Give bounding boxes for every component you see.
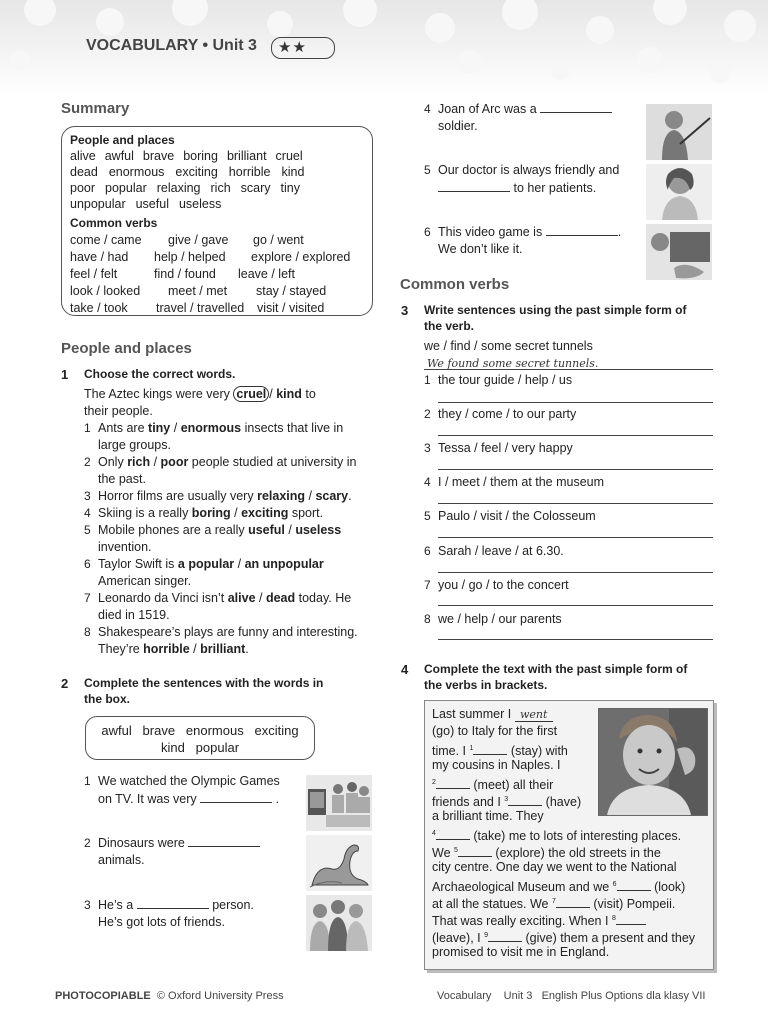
summary-word: scary xyxy=(240,181,271,195)
exercise-2-instruction-l2: the box. xyxy=(84,692,131,706)
story-text: a brilliant time. They xyxy=(432,809,544,823)
item-continuation: large groups. xyxy=(98,438,171,452)
exercise-4-instruction: Complete the text with the past simple form of xyxy=(424,662,688,676)
summary-people-row xyxy=(70,196,221,213)
option-a[interactable]: relaxing xyxy=(257,489,306,503)
item-text: Sarah / leave / at 6.30. xyxy=(438,544,564,558)
story-text: We xyxy=(432,846,451,861)
gap-number: 9 xyxy=(484,932,489,939)
gap-number: 5 xyxy=(454,847,458,854)
summary-verbs-col1 xyxy=(70,232,142,317)
item-number: 1 xyxy=(84,774,91,788)
summary-verb: feel / felt xyxy=(70,267,118,281)
summary-word: enormous xyxy=(108,165,165,179)
example-text: to xyxy=(301,387,316,401)
option-sep: / xyxy=(234,557,245,571)
exercise-3-example-answer: We found some secret tunnels. xyxy=(427,357,599,370)
item-text: Horror films are usually very xyxy=(98,489,258,503)
item-text: Our doctor is always friendly and xyxy=(438,163,620,177)
ex3-item xyxy=(424,577,569,594)
summary-word: dead xyxy=(70,165,98,179)
answer-blank[interactable] xyxy=(508,793,542,806)
summary-verb: visit / visited xyxy=(257,301,325,315)
item-number: 7 xyxy=(424,578,431,592)
answer-blank[interactable] xyxy=(556,895,590,908)
item-text: you / go / to the concert xyxy=(438,578,569,592)
exercise-1-items xyxy=(84,420,374,658)
story-text: (visit) Pompeii. xyxy=(593,897,676,912)
item-text: . xyxy=(245,642,249,656)
summary-word: useless xyxy=(178,197,222,211)
page-title: VOCABULARY • Unit 3 xyxy=(86,37,257,54)
doctor-illustration xyxy=(646,164,712,220)
answer-line[interactable] xyxy=(438,537,713,538)
exercise-item xyxy=(84,590,374,607)
item-text: We don’t like it. xyxy=(438,242,523,256)
exercise-4-instruction-l2: the verbs in brackets. xyxy=(424,678,548,692)
item-number: 8 xyxy=(424,612,431,626)
option-a[interactable]: a popular xyxy=(177,557,235,571)
item-text: sport. xyxy=(288,506,324,520)
answer-blank[interactable] xyxy=(540,100,612,113)
item-continuation: American singer. xyxy=(98,574,192,588)
gap-number: 4 xyxy=(432,830,436,837)
option-a[interactable]: boring xyxy=(191,506,231,520)
item-text: Ants are xyxy=(98,421,149,435)
summary-box xyxy=(61,126,373,316)
exercise-2-item xyxy=(84,773,280,808)
exercise-3-number: 3 xyxy=(401,303,409,318)
people-places-heading: People and places xyxy=(61,340,192,357)
item-text: Only xyxy=(98,455,128,469)
item-number: 5 xyxy=(424,163,431,177)
common-verbs-heading: Common verbs xyxy=(400,276,510,293)
answer-blank[interactable] xyxy=(137,896,209,909)
item-number: 5 xyxy=(424,509,431,523)
item-text: They’re xyxy=(98,642,144,656)
item-text: . xyxy=(348,489,352,503)
answer-line[interactable] xyxy=(438,435,713,436)
dinosaur-illustration xyxy=(306,835,372,891)
item-text: We watched the Olympic Games xyxy=(98,774,280,788)
option-a[interactable]: horrible xyxy=(143,642,190,656)
summary-word: alive xyxy=(70,149,96,163)
summary-word: popular xyxy=(105,181,147,195)
option-a[interactable]: alive xyxy=(227,591,256,605)
item-text: person. xyxy=(212,898,254,912)
gap-number: 6 xyxy=(612,881,617,888)
summary-verbs-col2 xyxy=(154,232,244,317)
item-number: 6 xyxy=(424,544,431,558)
summary-word: rich xyxy=(210,181,231,195)
gap-number: 2 xyxy=(432,779,436,786)
item-continuation xyxy=(84,641,374,658)
option-a[interactable]: tiny xyxy=(148,421,171,435)
item-number: 1 xyxy=(424,373,431,387)
item-text: Leonardo da Vinci isn’t xyxy=(98,591,228,605)
ex3-item xyxy=(424,508,596,525)
ex3-item xyxy=(424,440,573,457)
word-box xyxy=(85,716,315,760)
answer-blank[interactable] xyxy=(616,912,646,925)
answer-blank[interactable] xyxy=(188,834,260,847)
exercise-item xyxy=(84,420,374,437)
summary-verb: come / came xyxy=(70,233,142,247)
exercise-item xyxy=(84,505,374,522)
story-text: (take) me to lots of interesting places. xyxy=(473,829,682,844)
footer-book: English Plus Options dla klasy VII xyxy=(541,990,706,1002)
item-text: Joan of Arc was a xyxy=(438,102,537,116)
answer-blank[interactable] xyxy=(546,223,618,236)
answer-line[interactable] xyxy=(438,639,713,640)
story-text: (stay) with xyxy=(510,744,568,759)
footer-left xyxy=(55,988,284,1005)
boy-photo xyxy=(598,708,708,816)
option-sep: / xyxy=(189,642,201,656)
option-a[interactable]: rich xyxy=(127,455,151,469)
item-text: . xyxy=(275,792,280,806)
answer-line[interactable] xyxy=(438,469,713,470)
answer-line[interactable] xyxy=(438,605,713,606)
answer-blank[interactable] xyxy=(488,929,522,942)
summary-word: awful xyxy=(104,149,134,163)
exercise-item xyxy=(84,624,374,641)
exercise-1-example xyxy=(84,386,316,403)
summary-word: relaxing xyxy=(156,181,201,195)
item-text: Tessa / feel / very happy xyxy=(438,441,573,455)
option-b[interactable]: useless xyxy=(295,523,342,537)
footer-unit: Unit 3 xyxy=(503,990,533,1002)
exercise-3-example: we / find / some secret tunnels xyxy=(424,339,593,353)
item-text: they / come / to our party xyxy=(438,407,577,421)
footer-section: Vocabulary xyxy=(437,990,492,1002)
option-b[interactable]: an unpopular xyxy=(244,557,324,571)
ex3-item xyxy=(424,611,562,628)
olympics-tv-illustration xyxy=(306,775,372,831)
exercise-3-instruction: Write sentences using the past simple form of xyxy=(424,303,687,317)
answer-blank[interactable] xyxy=(436,827,470,840)
item-number: 2 xyxy=(84,455,91,469)
item-number: 6 xyxy=(424,225,431,239)
story-text: (look) xyxy=(654,880,686,895)
option-sep: / xyxy=(150,455,161,469)
summary-word: cruel xyxy=(275,149,303,163)
exercise-item xyxy=(84,522,374,539)
friends-illustration xyxy=(306,895,372,951)
answer-blank[interactable] xyxy=(617,878,651,891)
exercise-item xyxy=(84,556,374,573)
story-text: (leave), I xyxy=(432,931,481,946)
story-text: city centre. One day we went to the National xyxy=(432,860,677,874)
item-number: 1 xyxy=(84,421,91,435)
item-number: 4 xyxy=(84,506,91,520)
answer-line[interactable] xyxy=(438,503,713,504)
summary-verb: go / went xyxy=(253,233,304,247)
option-sep: / xyxy=(255,591,266,605)
summary-verb: meet / met xyxy=(168,284,228,298)
item-text: This video game is xyxy=(438,225,543,239)
item-text: Dinosaurs were xyxy=(98,836,185,850)
gap-number: 8 xyxy=(611,915,616,922)
story-text: promised to visit me in England. xyxy=(432,945,610,959)
item-text: people studied at university in xyxy=(188,455,357,469)
item-text: on TV. It was very xyxy=(98,792,197,806)
option-b[interactable]: enormous xyxy=(180,421,242,435)
summary-word: poor xyxy=(70,181,96,195)
option-sep: / xyxy=(305,489,316,503)
item-continuation: invention. xyxy=(98,540,152,554)
option-b[interactable]: dead xyxy=(265,591,296,605)
exercise-item xyxy=(84,488,374,505)
word-box-line: awful brave enormous exciting xyxy=(101,723,299,738)
footer-right xyxy=(437,988,705,1005)
answer-line[interactable] xyxy=(438,402,713,403)
joan-of-arc-illustration xyxy=(646,104,712,160)
copyright: © Oxford University Press xyxy=(156,990,284,1002)
item-number: 3 xyxy=(424,441,431,455)
word-box-line: kind popular xyxy=(160,740,240,755)
option-b[interactable]: scary xyxy=(315,489,349,503)
item-text: He’s got lots of friends. xyxy=(98,915,225,929)
item-continuation: died in 1519. xyxy=(98,608,170,622)
story-text: Archaeological Museum and we xyxy=(432,880,610,895)
summary-word: brave xyxy=(142,149,175,163)
summary-people-row xyxy=(70,180,300,197)
summary-word: horrible xyxy=(228,165,271,179)
summary-people-heading: People and places xyxy=(70,133,175,147)
difficulty-stars xyxy=(271,37,335,59)
exercise-4-number: 4 xyxy=(401,662,409,677)
star-icon: ★★ xyxy=(278,39,307,56)
exercise-2-number: 2 xyxy=(61,676,69,691)
summary-people-row xyxy=(70,148,303,165)
ex3-item xyxy=(424,474,604,491)
item-number: 3 xyxy=(84,489,91,503)
summary-verb: give / gave xyxy=(168,233,229,247)
photocopiable-label: PHOTOCOPIABLE xyxy=(55,990,151,1002)
exercise-1-example-line2: their people. xyxy=(84,404,153,418)
item-text: insects that live in xyxy=(241,421,344,435)
option-sep: / xyxy=(284,523,296,537)
item-number: 5 xyxy=(84,523,91,537)
item-text: He’s a xyxy=(98,898,134,912)
item-text: soldier. xyxy=(438,119,478,133)
exercise-2-item xyxy=(424,162,619,197)
summary-word: boring xyxy=(183,149,218,163)
exercise-1-number: 1 xyxy=(61,367,69,382)
summary-verb: help / helped xyxy=(154,250,226,264)
answer-blank[interactable] xyxy=(438,179,510,192)
exercise-item xyxy=(84,454,374,471)
summary-word: exciting xyxy=(175,165,218,179)
item-text: Shakespeare’s plays are funny and interesting. xyxy=(98,625,358,639)
option-sep: / xyxy=(230,506,242,520)
story-text: (have) xyxy=(545,795,582,810)
summary-verb: look / looked xyxy=(70,284,141,298)
option-b[interactable]: poor xyxy=(160,455,189,469)
option-b[interactable]: brilliant xyxy=(200,642,246,656)
story-text: at all the statues. We xyxy=(432,897,549,912)
item-text: we / help / our parents xyxy=(438,612,562,626)
answer-blank[interactable] xyxy=(473,742,507,755)
item-text: Mobile phones are a really xyxy=(98,523,249,537)
answer-blank[interactable] xyxy=(200,790,272,803)
item-text: today. He xyxy=(295,591,352,605)
story-text: Last summer I xyxy=(432,707,512,721)
summary-verb: find / found xyxy=(154,267,216,281)
option-sep: / xyxy=(170,421,181,435)
item-text: Skiing is a really xyxy=(98,506,192,520)
story-text: friends and I xyxy=(432,795,501,810)
option-b[interactable]: exciting xyxy=(241,506,289,520)
option-a[interactable]: useful xyxy=(248,523,285,537)
summary-word: tiny xyxy=(280,181,300,195)
summary-verb: travel / travelled xyxy=(156,301,245,315)
story-text: my cousins in Naples. I xyxy=(432,758,561,772)
ex3-item xyxy=(424,543,564,560)
answer-line xyxy=(424,369,713,370)
summary-verb: leave / left xyxy=(238,267,295,281)
item-text: Taylor Swift is xyxy=(98,557,178,571)
item-number: 3 xyxy=(84,898,91,912)
exercise-3-instruction-l2: the verb. xyxy=(424,319,475,333)
exercise-2-item xyxy=(424,100,612,135)
item-number: 6 xyxy=(84,557,91,571)
example-sep: / xyxy=(269,387,277,401)
gap-number: 3 xyxy=(504,796,509,803)
example-option: kind xyxy=(276,387,302,401)
item-number: 4 xyxy=(424,475,431,489)
item-number: 4 xyxy=(424,102,431,116)
example-text: The Aztec kings were very xyxy=(84,387,234,401)
item-continuation: the past. xyxy=(98,472,146,486)
summary-verbs-col3 xyxy=(238,232,351,317)
summary-word: unpopular xyxy=(70,197,126,211)
video-game-illustration xyxy=(646,224,712,280)
summary-word: brilliant xyxy=(226,149,267,163)
answer-line[interactable] xyxy=(438,572,713,573)
ex3-item xyxy=(424,372,572,389)
summary-verb: have / had xyxy=(70,250,129,264)
example-answer: went xyxy=(515,709,553,722)
gap-number: 1 xyxy=(469,745,474,752)
example-circled-answer: cruel xyxy=(233,386,269,402)
story-text: (explore) the old streets in the xyxy=(495,846,661,861)
story-text: (go) to Italy for the first xyxy=(432,724,558,738)
item-number: 2 xyxy=(424,407,431,421)
item-text: the tour guide / help / us xyxy=(438,373,573,387)
item-text: to her patients. xyxy=(513,181,597,195)
item-text: I / meet / them at the museum xyxy=(438,475,605,489)
item-number: 7 xyxy=(84,591,91,605)
summary-verb: take / took xyxy=(70,301,128,315)
exercise-2-item xyxy=(424,223,621,258)
item-text: Paulo / visit / the Colosseum xyxy=(438,509,596,523)
exercise-1-instruction: Choose the correct words. xyxy=(84,367,236,381)
summary-verb: explore / explored xyxy=(251,250,351,264)
summary-verbs-heading: Common verbs xyxy=(70,216,158,230)
story-text: (meet) all their xyxy=(473,778,554,793)
story-text: That was really exciting. When I xyxy=(432,914,609,929)
item-text: . xyxy=(617,225,622,239)
summary-people-row xyxy=(70,164,304,181)
summary-word: kind xyxy=(281,165,305,179)
item-number: 2 xyxy=(84,836,91,850)
item-text: animals. xyxy=(98,853,145,867)
summary-heading: Summary xyxy=(61,100,130,117)
answer-blank[interactable] xyxy=(458,844,492,857)
gap-number: 7 xyxy=(551,898,556,905)
summary-word: useful xyxy=(135,197,169,211)
story-text: time. I xyxy=(432,744,467,759)
exercise-2-item xyxy=(84,896,254,931)
story-text: (give) them a present and they xyxy=(525,931,696,946)
item-number: 8 xyxy=(84,625,91,639)
answer-blank[interactable] xyxy=(436,776,470,789)
exercise-2-item xyxy=(84,834,260,869)
ex3-item xyxy=(424,406,576,423)
summary-verb: stay / stayed xyxy=(256,284,327,298)
exercise-2-instruction: Complete the sentences with the words in xyxy=(84,676,324,690)
